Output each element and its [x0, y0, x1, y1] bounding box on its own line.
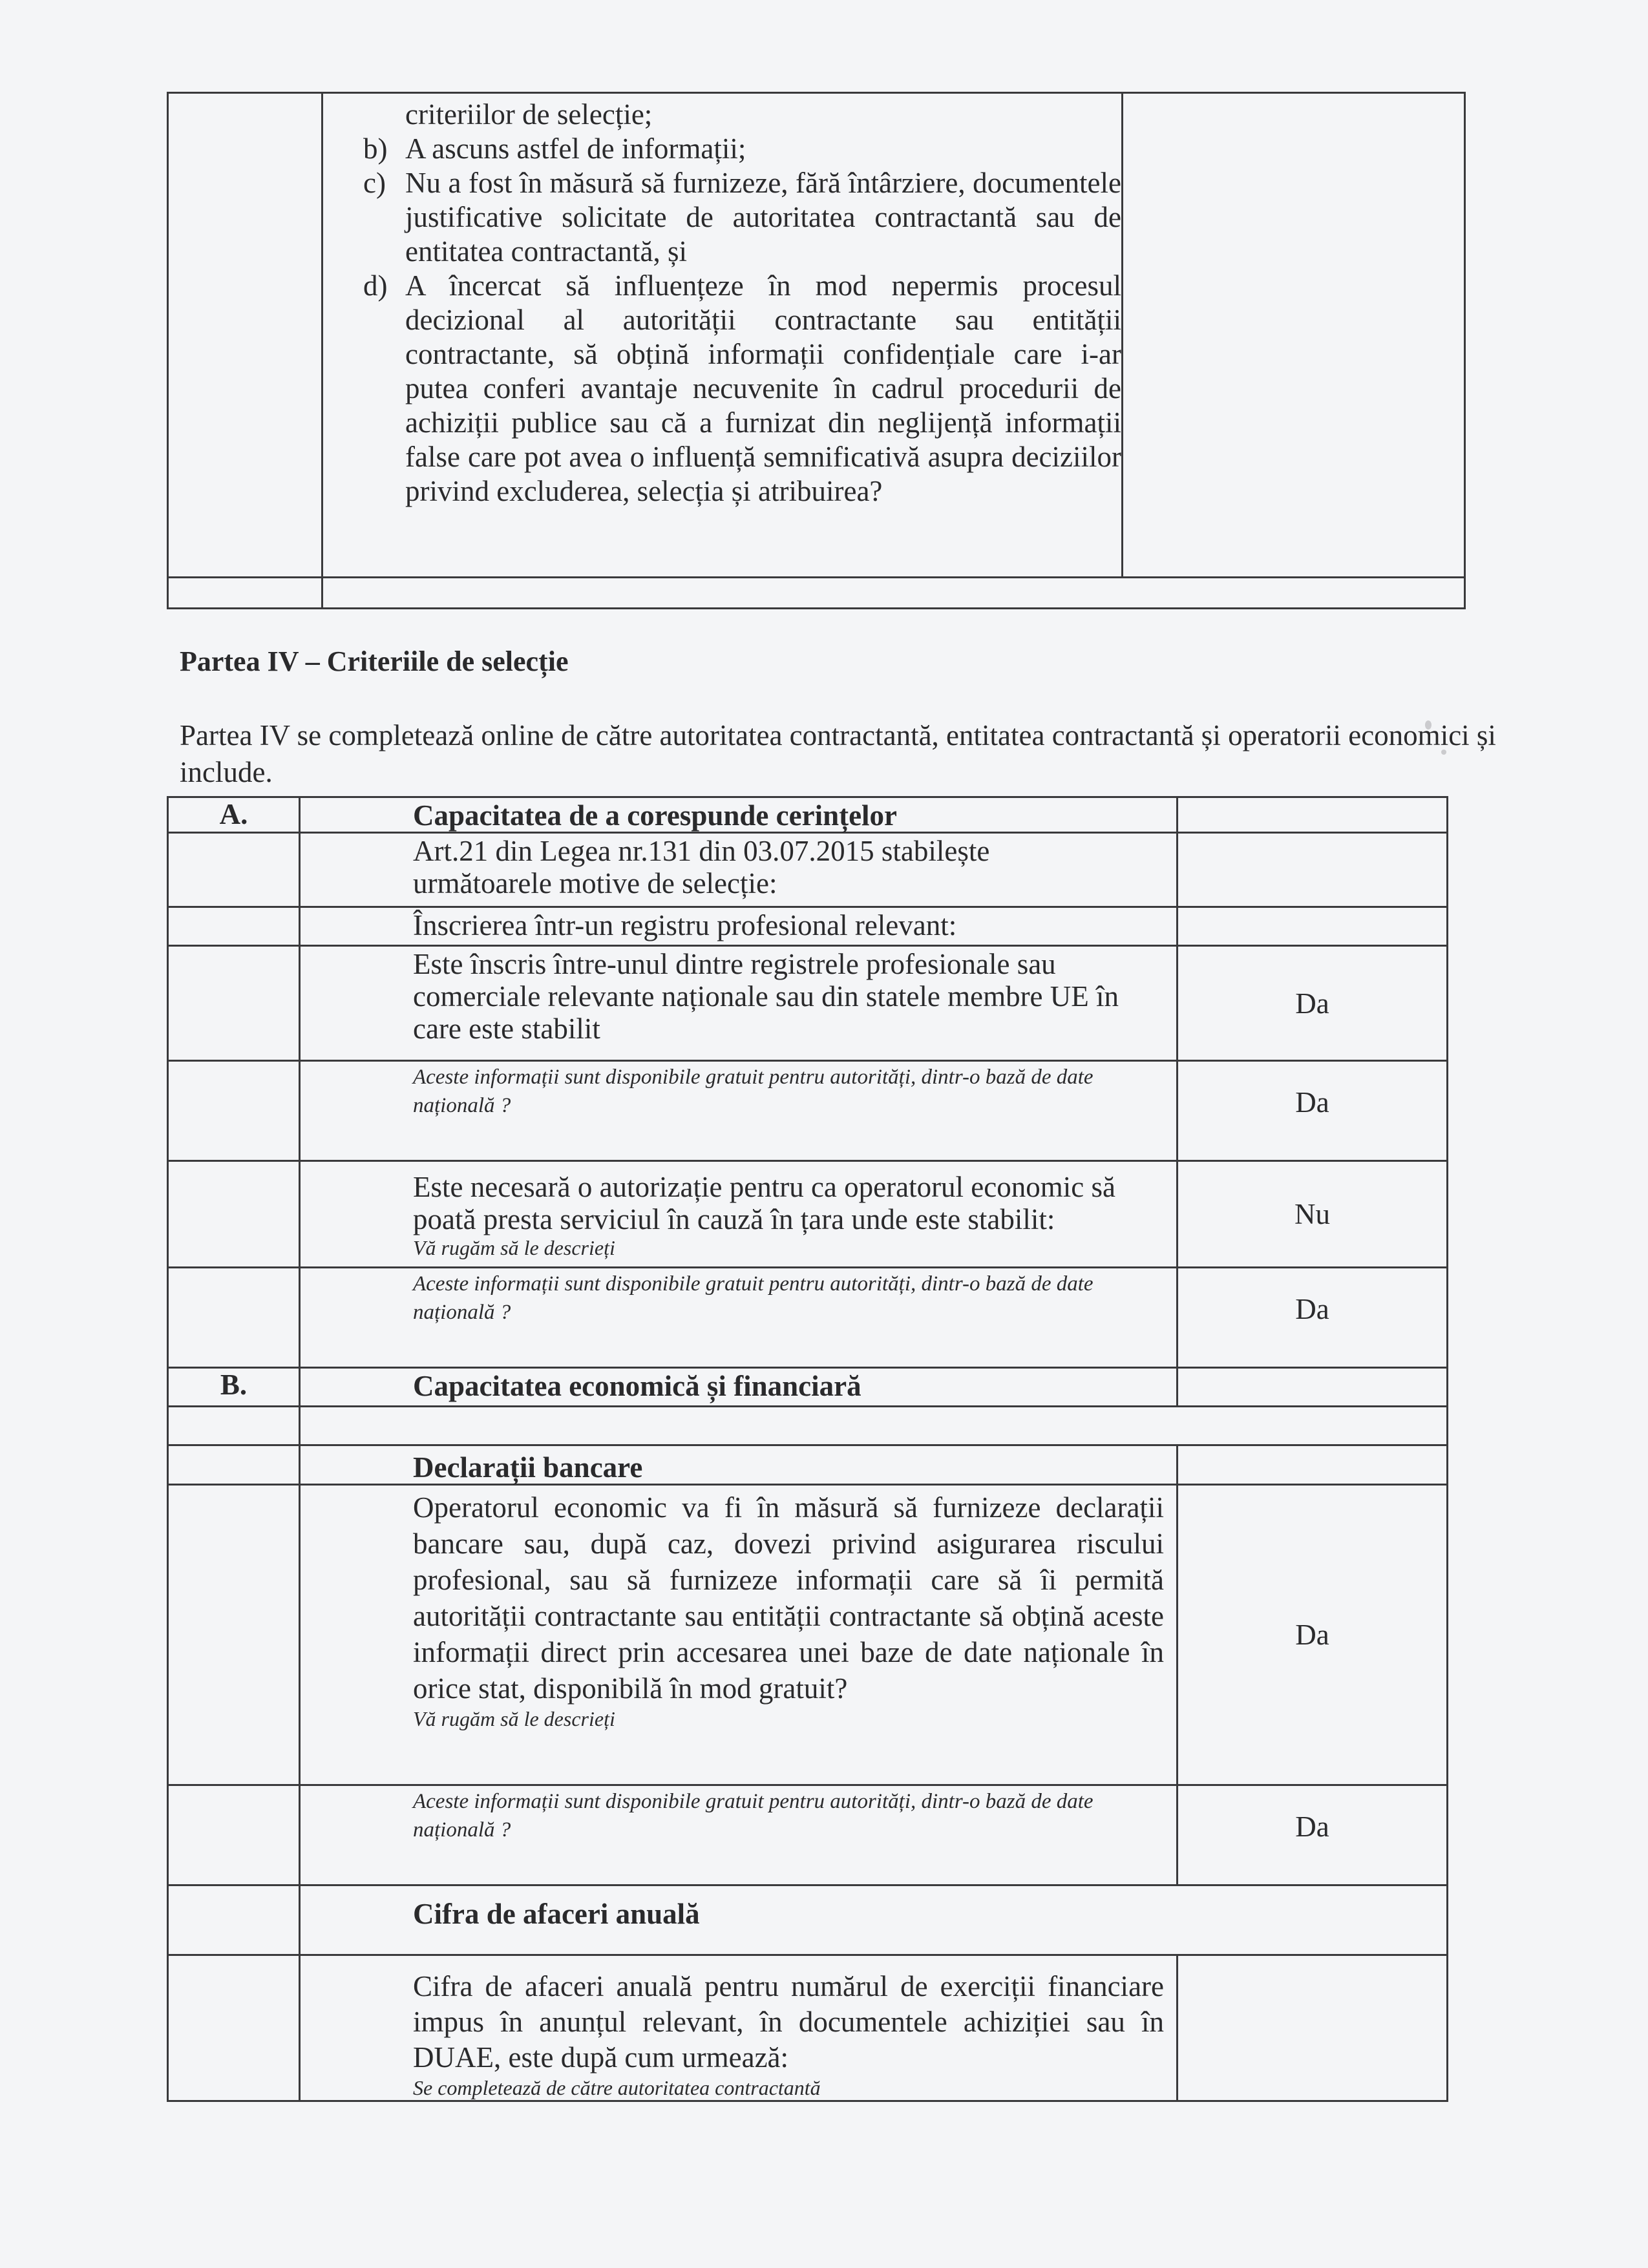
answer-value: Da [1178, 946, 1448, 1061]
question-cell [300, 1955, 1178, 2101]
row-note: Aceste informații sunt disponibile gratuit pentru autorități, dintr-o bază de date națională ? [413, 1066, 1093, 1117]
table-row [168, 1445, 1448, 1485]
question-cell [300, 1785, 1178, 1885]
answer-cell [1178, 1445, 1448, 1485]
section-intro: Partea IV se completează online de către autoritatea contractantă, entitatea contractantă și operatorii economici și include. [180, 719, 1496, 788]
table-row [168, 1268, 1448, 1368]
answer-cell [1178, 1368, 1448, 1407]
row-note: Aceste informații sunt disponibile gratuit pentru autorități, dintr-o bază de date națională ? [413, 1272, 1093, 1324]
row-number-cell [168, 1885, 300, 1955]
empty-cell [300, 1407, 1448, 1445]
exclusion-grounds-table [167, 92, 1466, 609]
empty-cell [322, 578, 1465, 609]
scan-artifact [1425, 720, 1431, 730]
section-title: Capacitatea de a corespunde cerințelor [300, 797, 1178, 833]
row-number-cell [168, 1785, 300, 1885]
question-cell [300, 1161, 1178, 1268]
section-heading: Partea IV – Criteriile de selecție [180, 646, 569, 677]
table-row [168, 1955, 1448, 2101]
item-label: b) [363, 132, 388, 165]
row-number-cell [168, 946, 300, 1061]
list-item [405, 98, 1121, 132]
answer-value: Da [1178, 1061, 1448, 1161]
list-item [363, 132, 1121, 166]
item-text: A încercat să influențeze în mod nepermis procesul decizional al autorității contractante sau entității contractante, să obțină informații confidențiale care i-ar putea conferi avantaje necuvenite în cadrul procedurii de achiziții publice sau că a furnizat din neglijență informații false care pot avea o influență semnificativă asupra deciziilor privind excluderea, selecția și atribuirea? [405, 269, 1121, 507]
answer-cell [1123, 93, 1465, 578]
item-text: Nu a fost în măsură să furnizeze, fără întârziere, documentele justificative solicitate de autoritatea contractantă sau de entitatea contractantă, și [405, 167, 1121, 268]
item-text: A ascuns astfel de informații; [405, 132, 746, 165]
section-a-header-row [168, 797, 1448, 833]
question-cell [322, 93, 1123, 578]
table-row [168, 1485, 1448, 1785]
selection-criteria-table [167, 796, 1448, 2102]
continued-text: criteriilor de selecție; [405, 98, 653, 131]
answer-value: Da [1178, 1785, 1448, 1885]
row-number-cell [168, 1955, 300, 2101]
section-title: Capacitatea economică și financiară [300, 1368, 1178, 1407]
answer-cell [1178, 1955, 1448, 2101]
question-cell [300, 1061, 1178, 1161]
table-row [168, 1161, 1448, 1268]
table-row-empty [168, 578, 1465, 609]
question-cell [300, 1485, 1178, 1785]
section-letter: B. [168, 1368, 300, 1407]
table-row [168, 907, 1448, 946]
list-item [363, 269, 1121, 509]
row-text: Operatorul economic va fi în măsură să furnizeze declarații bancare sau, după caz, dovezi privind asigurarea riscului profesional, sau să furnizeze informații care să îi permită autorității contractante sau entității contractante să obțină aceste informații direct prin accesarea unei baze de date naționale în orice stat, disponibilă în mod gratuit? [413, 1491, 1164, 1705]
row-note: Aceste informații sunt disponibile gratuit pentru autorități, dintr-o bază de date națională ? [413, 1790, 1093, 1842]
row-number-cell [168, 93, 322, 578]
row-subtitle: Declarații bancare [300, 1445, 1178, 1485]
section-b-header-row [168, 1368, 1448, 1407]
row-number-cell [168, 578, 322, 609]
row-text: Înscrierea într-un registru profesional relevant: [300, 907, 1178, 946]
table-row [168, 93, 1465, 578]
row-number-cell [168, 1407, 300, 1445]
table-row [168, 1785, 1448, 1885]
table-row [168, 833, 1448, 907]
table-row-empty [168, 1407, 1448, 1445]
row-number-cell [168, 1161, 300, 1268]
table-row [168, 1885, 1448, 1955]
row-text: Cifra de afaceri anuală pentru numărul de exerciții financiare impus în anunțul relevant, în documentele achiziției sau în DUAE, este după cum urmează: [413, 1970, 1164, 2074]
row-note: Vă rugăm să le descrieți [413, 1707, 615, 1730]
answer-cell [1178, 833, 1448, 907]
question-cell [300, 946, 1178, 1061]
scan-artifact [1441, 750, 1446, 755]
table-row [168, 1061, 1448, 1161]
list-item [363, 166, 1121, 269]
row-note: Se completează de către autoritatea contractantă [413, 2076, 821, 2099]
row-text: Este necesară o autorizație pentru ca operatorul economic să poată presta serviciul în cauză în țara unde este stabilit: [413, 1171, 1115, 1235]
row-subtitle: Cifra de afaceri anuală [300, 1885, 1448, 1955]
table-row [168, 946, 1448, 1061]
row-number-cell [168, 1445, 300, 1485]
question-cell [300, 1268, 1178, 1368]
question-cell [300, 833, 1178, 907]
answer-cell [1178, 907, 1448, 946]
item-label: c) [363, 167, 386, 199]
row-number-cell [168, 833, 300, 907]
answer-value: Da [1178, 1485, 1448, 1785]
row-text: Art.21 din Legea nr.131 din 03.07.2015 stabilește următoarele motive de selecție: [413, 835, 990, 899]
row-number-cell [168, 1268, 300, 1368]
row-text: Este înscris între-unul dintre registrele profesionale sau comerciale relevante naționale sau din statele membre UE în care este stabilit [413, 948, 1119, 1045]
answer-cell [1178, 797, 1448, 833]
item-label: d) [363, 269, 388, 302]
section-letter: A. [168, 797, 300, 833]
row-note: Vă rugăm să le descrieți [413, 1236, 615, 1259]
row-number-cell [168, 1061, 300, 1161]
row-number-cell [168, 1485, 300, 1785]
answer-value: Nu [1178, 1161, 1448, 1268]
answer-value: Da [1178, 1268, 1448, 1368]
row-number-cell [168, 907, 300, 946]
